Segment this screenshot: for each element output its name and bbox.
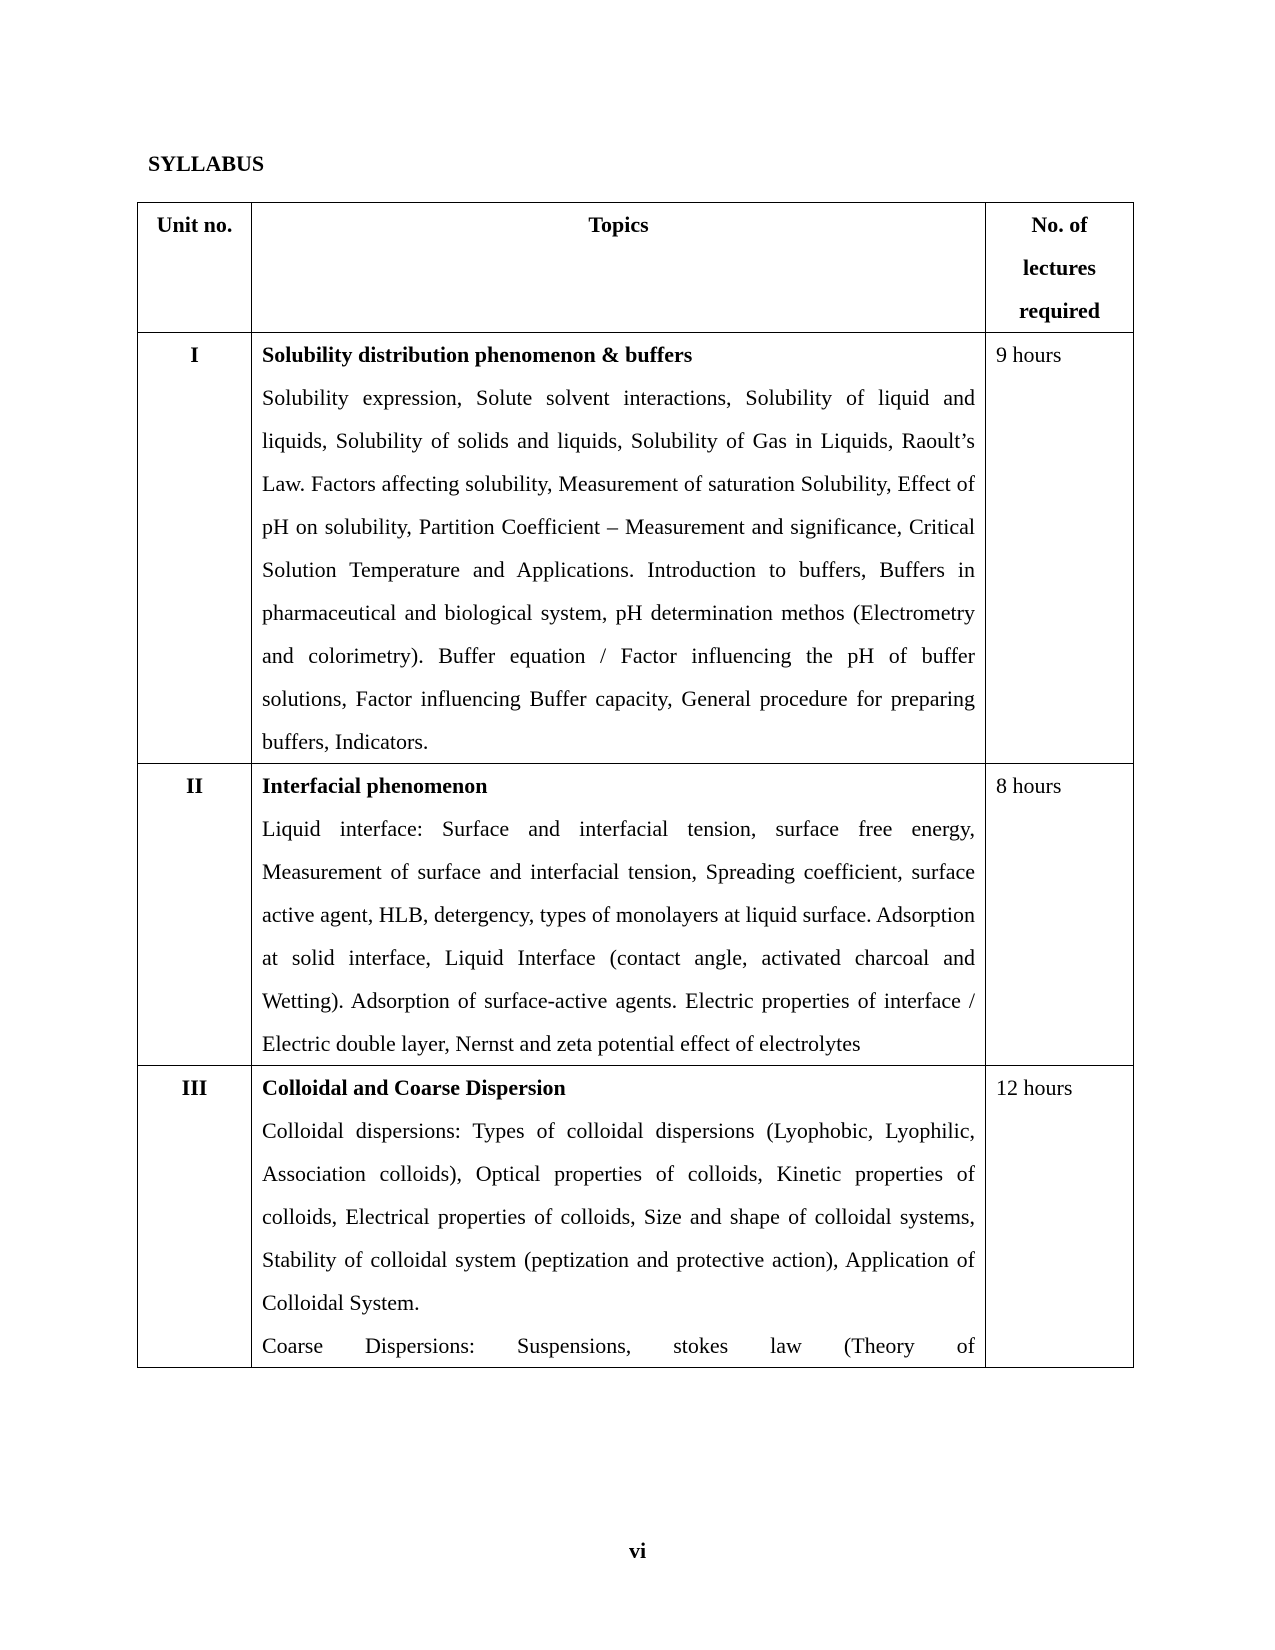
header-lectures: No. of lectures required — [986, 203, 1134, 333]
table-row — [138, 333, 1134, 764]
table-row — [138, 764, 1134, 1066]
topic-cell — [252, 764, 986, 1066]
topic-cell — [252, 1066, 986, 1368]
topic-title: Solubility distribution phenomenon & buffers — [262, 342, 693, 367]
lecture-hours: 12 hours — [986, 1066, 1134, 1368]
header-unit: Unit no. — [138, 203, 252, 333]
topic-title: Colloidal and Coarse Dispersion — [262, 1075, 566, 1100]
topic-description-continued: Coarse Dispersions: Suspensions, stokes law (Theory of — [262, 1333, 975, 1358]
topic-title: Interfacial phenomenon — [262, 773, 488, 798]
table-row — [138, 1066, 1134, 1368]
topic-cell — [252, 333, 986, 764]
table-header-row — [138, 203, 1134, 333]
page-number: vi — [628, 1538, 647, 1563]
header-topics: Topics — [252, 203, 986, 333]
unit-number: III — [138, 1066, 252, 1368]
unit-number: II — [138, 764, 252, 1066]
topic-description: Liquid interface: Surface and interfacial tension, surface free energy, Measurement of surface and interfacial tension, Spreading coefficient, surface active agent, HLB, detergency, types of monolayers at liquid surface. Adsorption at solid interface, Liquid Interface (contact angle, activated charcoal and Wetting). Adsorption of surface-active agents. Electric properties of interface / Electric double layer, Nernst and zeta potential effect of electrolytes — [262, 816, 975, 1056]
lecture-hours: 8 hours — [986, 764, 1134, 1066]
topic-description: Colloidal dispersions: Types of colloidal dispersions (Lyophobic, Lyophilic, Association colloids), Optical properties of colloids, Kinetic properties of colloids, Electrical properties of colloids, Size and shape of colloidal systems, Stability of colloidal system (peptization and protective action), Application of Colloidal System. — [262, 1118, 975, 1315]
topic-description: Solubility expression, Solute solvent interactions, Solubility of liquid and liquids, Solubility of solids and liquids, Solubility of Gas in Liquids, Raoult’s Law. Factors affecting solubility, Measurement of saturation Solubility, Effect of pH on solubility, Partition Coefficient – Measurement and significance, Critical Solution Temperature and Applications. Introduction to buffers, Buffers in pharmaceutical and biological system, pH determination methos (Electrometry and colorimetry). Buffer equation / Factor influencing the pH of buffer solutions, Factor influencing Buffer capacity, General procedure for preparing buffers, Indicators. — [262, 385, 975, 754]
page-title: SYLLABUS — [148, 151, 265, 176]
syllabus-table — [137, 202, 1134, 1368]
unit-number: I — [138, 333, 252, 764]
lecture-hours: 9 hours — [986, 333, 1134, 764]
